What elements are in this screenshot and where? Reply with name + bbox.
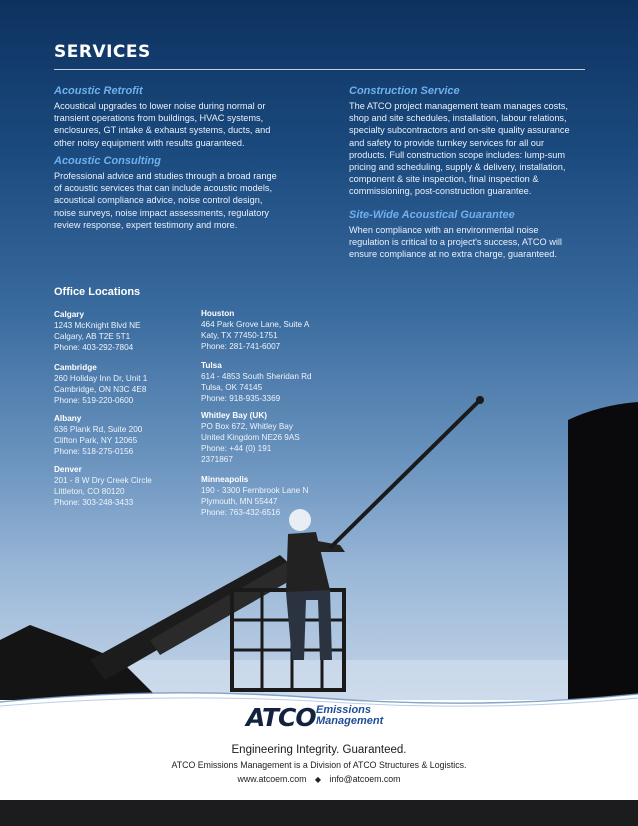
office-address-line: Calgary, AB T2E 5T1 — [54, 332, 131, 341]
office-address-line: Clifton Park, NY 12065 — [54, 436, 138, 445]
office-city: Houston — [201, 309, 235, 318]
services-title: SERVICES — [54, 42, 151, 62]
service-description: The ATCO project management team manages costs, shop and site schedules, installation, labour relations, specialty subcontractors and on-site quality assurance and safety to provide turnkey services for all our products. Full construction scope includes: lump-sum pricing and scheduling, supply & delivery, installation, component & site inspection, final inspection & commissioning, post-construction guarantee. — [349, 101, 570, 197]
office-city: Minneapolis — [201, 475, 249, 484]
office-phone: Phone: 303-248-3433 — [54, 498, 134, 507]
logo-subtitle: Emissions — [316, 704, 372, 716]
office-city: Tulsa — [201, 361, 222, 370]
office-address-line: 190 - 3300 Fernbrook Lane N — [201, 486, 309, 495]
logo-subtitle: Management — [316, 715, 384, 727]
office-phone: Phone: 763-432-6516 — [201, 508, 281, 517]
office-phone: Phone: 403-292-7804 — [54, 343, 134, 352]
office-phone: Phone: 281-741-6007 — [201, 342, 281, 351]
office-address-line: 201 - 8 W Dry Creek Circle — [54, 476, 152, 485]
logo-wordmark: ATCO — [246, 703, 316, 732]
division-statement: ATCO Emissions Management is a Division of ATCO Structures & Logistics. — [171, 760, 467, 770]
office-city: Albany — [54, 414, 82, 423]
separator-diamond-icon: ◆ — [314, 775, 322, 784]
office-address-line: United Kingdom NE26 9AS — [201, 433, 300, 442]
service-construction — [349, 85, 577, 198]
office-address-line: 614 - 4853 South Sheridan Rd — [201, 372, 312, 381]
service-heading: Acoustic Retrofit — [54, 85, 143, 97]
office-houston — [201, 308, 351, 352]
office-cambridge — [54, 362, 204, 406]
contact-line — [0, 774, 638, 784]
service-site-wide-guarantee — [349, 209, 577, 261]
office-locations-title: Office Locations — [54, 286, 141, 298]
website-link[interactable]: www.atcoem.com — [237, 774, 307, 784]
office-address-line: Cambridge, ON N3C 4E8 — [54, 385, 147, 394]
service-description: Professional advice and studies through a broad range of acoustic services that can include acoustic models, acoustical compliance advice, noise control design, noise surveys, noise impact assessments, regulatory review response, expert testimony and more. — [54, 171, 277, 230]
office-tulsa — [201, 360, 351, 404]
email-link[interactable]: info@atcoem.com — [329, 774, 401, 784]
footer-dark-band — [0, 800, 638, 826]
office-phone: Phone: +44 (0) 191 — [201, 444, 272, 453]
office-phone: Phone: 519-220-0600 — [54, 396, 134, 405]
office-phone: Phone: 518-275-0156 — [54, 447, 134, 456]
office-address-line: Katy, TX 77450-1751 — [201, 331, 278, 340]
office-city: Denver — [54, 465, 82, 474]
office-address-line: 260 Holiday Inn Dr, Unit 1 — [54, 374, 148, 383]
office-city: Whitley Bay (UK) — [201, 411, 267, 420]
service-acoustic-retrofit — [54, 85, 279, 149]
title-divider — [54, 69, 585, 70]
office-address-line: Plymouth, MN 55447 — [201, 497, 278, 506]
office-address-line: Littleton, CO 80120 — [54, 487, 125, 496]
service-heading: Acoustic Consulting — [54, 155, 161, 167]
office-minneapolis — [201, 474, 351, 518]
office-address-line: PO Box 672, Whitley Bay — [201, 422, 293, 431]
office-address-line: 636 Plank Rd, Suite 200 — [54, 425, 143, 434]
office-address-line: 1243 McKnight Blvd NE — [54, 321, 141, 330]
office-denver — [54, 464, 204, 508]
atco-logo — [240, 700, 400, 736]
service-acoustic-consulting — [54, 155, 279, 231]
office-albany — [54, 413, 204, 457]
office-city: Cambridge — [54, 363, 97, 372]
office-city: Calgary — [54, 310, 85, 319]
office-address-line: 464 Park Grove Lane, Suite A — [201, 320, 310, 329]
service-heading: Site-Wide Acoustical Guarantee — [349, 209, 515, 221]
office-calgary — [54, 309, 204, 353]
office-phone: 2371867 — [201, 455, 233, 464]
service-heading: Construction Service — [349, 85, 460, 97]
office-phone: Phone: 918-935-3369 — [201, 394, 281, 403]
office-address-line: Tulsa, OK 74145 — [201, 383, 263, 392]
tagline: Engineering Integrity. Guaranteed. — [231, 744, 407, 756]
service-description: When compliance with an environmental noise regulation is critical to a project's success, ATCO will ensure compliance at no extra charge, guaranteed. — [349, 225, 562, 260]
office-whitley-bay — [201, 410, 351, 465]
service-description: Acoustical upgrades to lower noise during normal or transient operations from buildings, HVAC systems, enclosures, GT intake & exhaust systems, ducts, and other noisy equipment with results guaranteed. — [54, 101, 271, 148]
